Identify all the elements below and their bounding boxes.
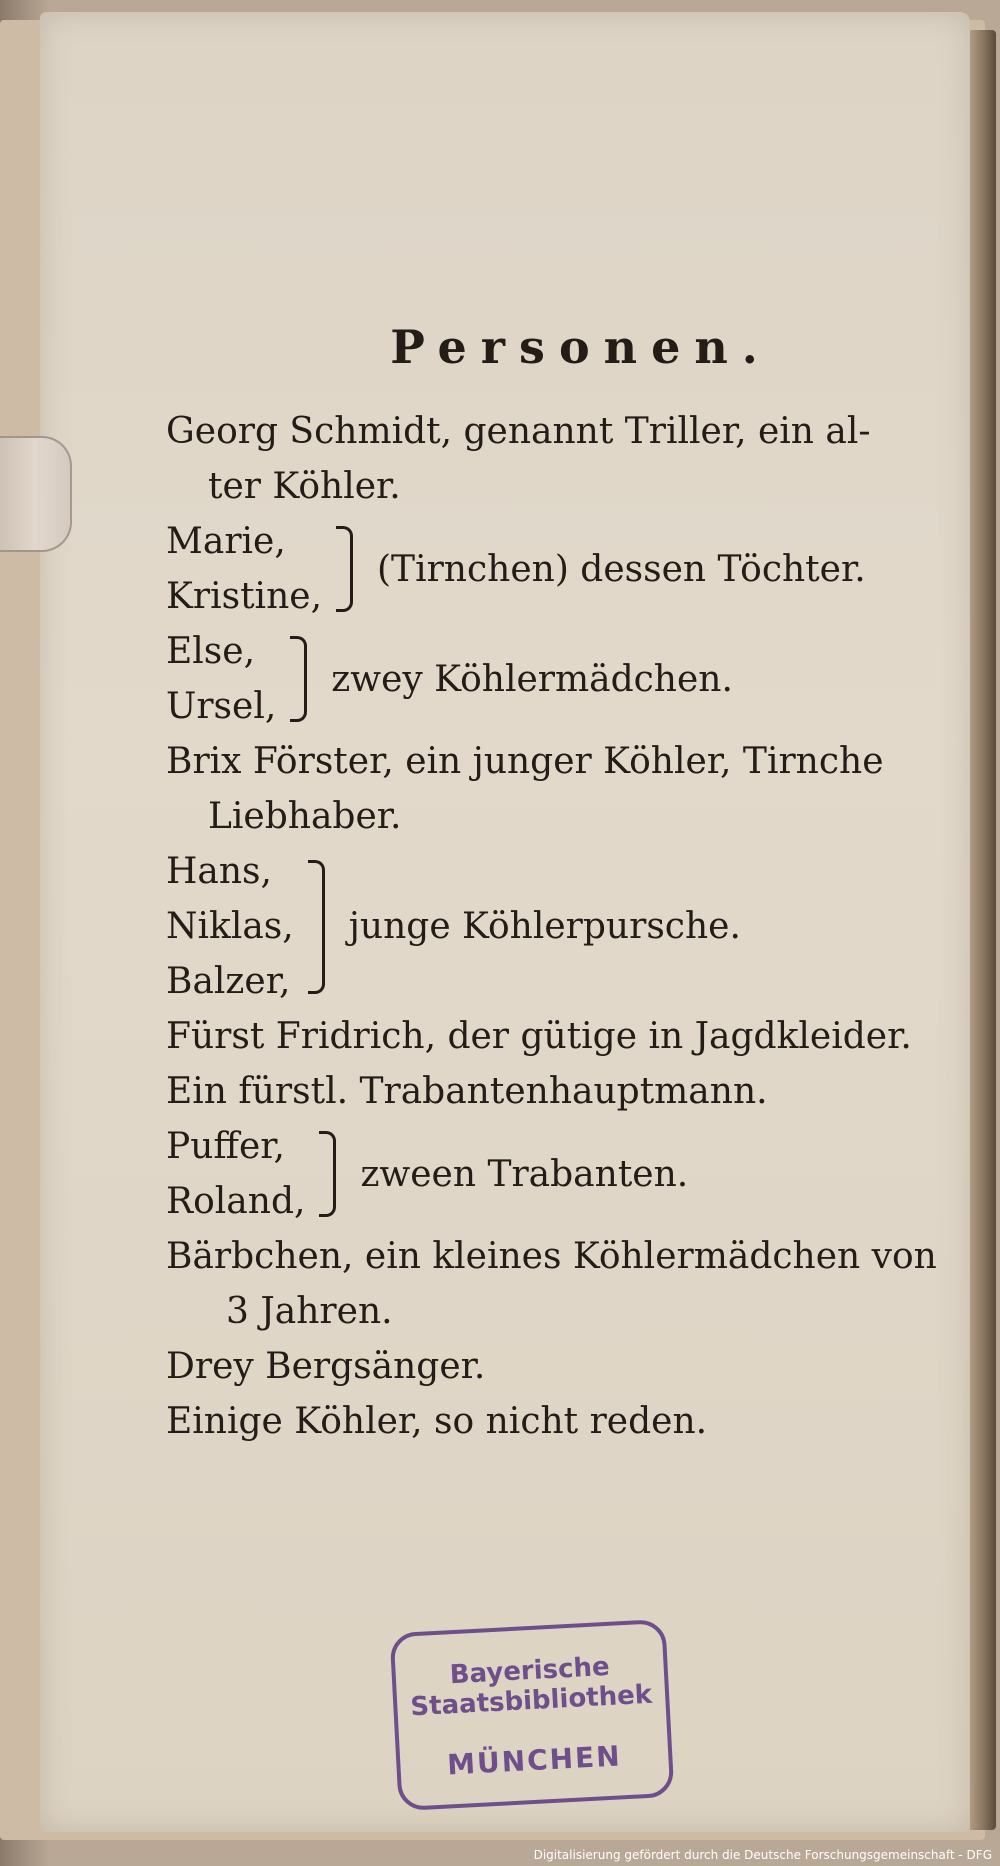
cast-entry-marie: Marie,: [166, 521, 286, 562]
cast-entry-koehler: Einige Köhler, so nicht reden.: [166, 1401, 708, 1442]
cast-entry-fuerst: Fürst Fridrich, der gütige in Jagdkleider.: [166, 1016, 912, 1057]
cast-group-daughters: [166, 514, 936, 624]
cast-entry-hans: Hans,: [166, 851, 272, 892]
cast-entry-baerbchen: Bärbchen, ein kleines Köhlermädchen von: [166, 1236, 937, 1277]
cast-entry-balzer: Balzer,: [166, 961, 291, 1002]
cast-group-trabanten: [166, 1119, 936, 1229]
page-title: Personen.: [390, 320, 772, 374]
brace: [336, 526, 353, 612]
cast-list: [166, 320, 936, 1449]
cast-entry-puffer: Puffer,: [166, 1126, 285, 1167]
page-clip: [0, 436, 72, 552]
cast-entry-roland: Roland,: [166, 1181, 306, 1222]
cast-entry-brix: Brix Förster, ein junger Köhler, Tirnche: [166, 741, 884, 782]
group-description: (Tirnchen) dessen Töchter.: [377, 548, 866, 590]
stamp-line: MÜNCHEN: [446, 1739, 623, 1782]
brace: [290, 636, 307, 722]
cast-entry-baerbchen-cont: 3 Jahren.: [226, 1291, 393, 1332]
digitization-credit: Digitalisierung gefördert durch die Deutsche Forschungsgemeinschaft - DFG: [533, 1848, 992, 1862]
cast-entry-brix-cont: Liebhaber.: [208, 796, 402, 837]
group-description: zwey Köhlermädchen.: [331, 658, 733, 700]
cast-group-girls: [166, 624, 936, 734]
cast-entry-georg-cont: ter Köhler.: [208, 466, 401, 507]
cast-entry-niklas: Niklas,: [166, 906, 294, 947]
brace: [308, 860, 325, 994]
cast-entry-hauptmann: Ein fürstl. Trabantenhauptmann.: [166, 1071, 768, 1112]
cast-group-lads: [166, 844, 936, 1009]
cast-entry-ursel: Ursel,: [166, 686, 277, 727]
cast-entry-else: Else,: [166, 631, 256, 672]
stamp-line: Bayerische: [449, 1651, 611, 1691]
cast-entry-saenger: Drey Bergsänger.: [166, 1346, 486, 1387]
cast-entry-kristine: Kristine,: [166, 576, 323, 617]
library-stamp: [390, 1619, 675, 1811]
cast-entry-georg: Georg Schmidt, genannt Triller, ein al-: [166, 411, 871, 452]
book-edge: [968, 30, 996, 1830]
group-description: zween Trabanten.: [360, 1153, 689, 1195]
group-description: junge Köhlerpursche.: [348, 906, 741, 947]
stamp-line: Staatsbibliothek: [409, 1679, 653, 1723]
brace: [319, 1131, 336, 1217]
